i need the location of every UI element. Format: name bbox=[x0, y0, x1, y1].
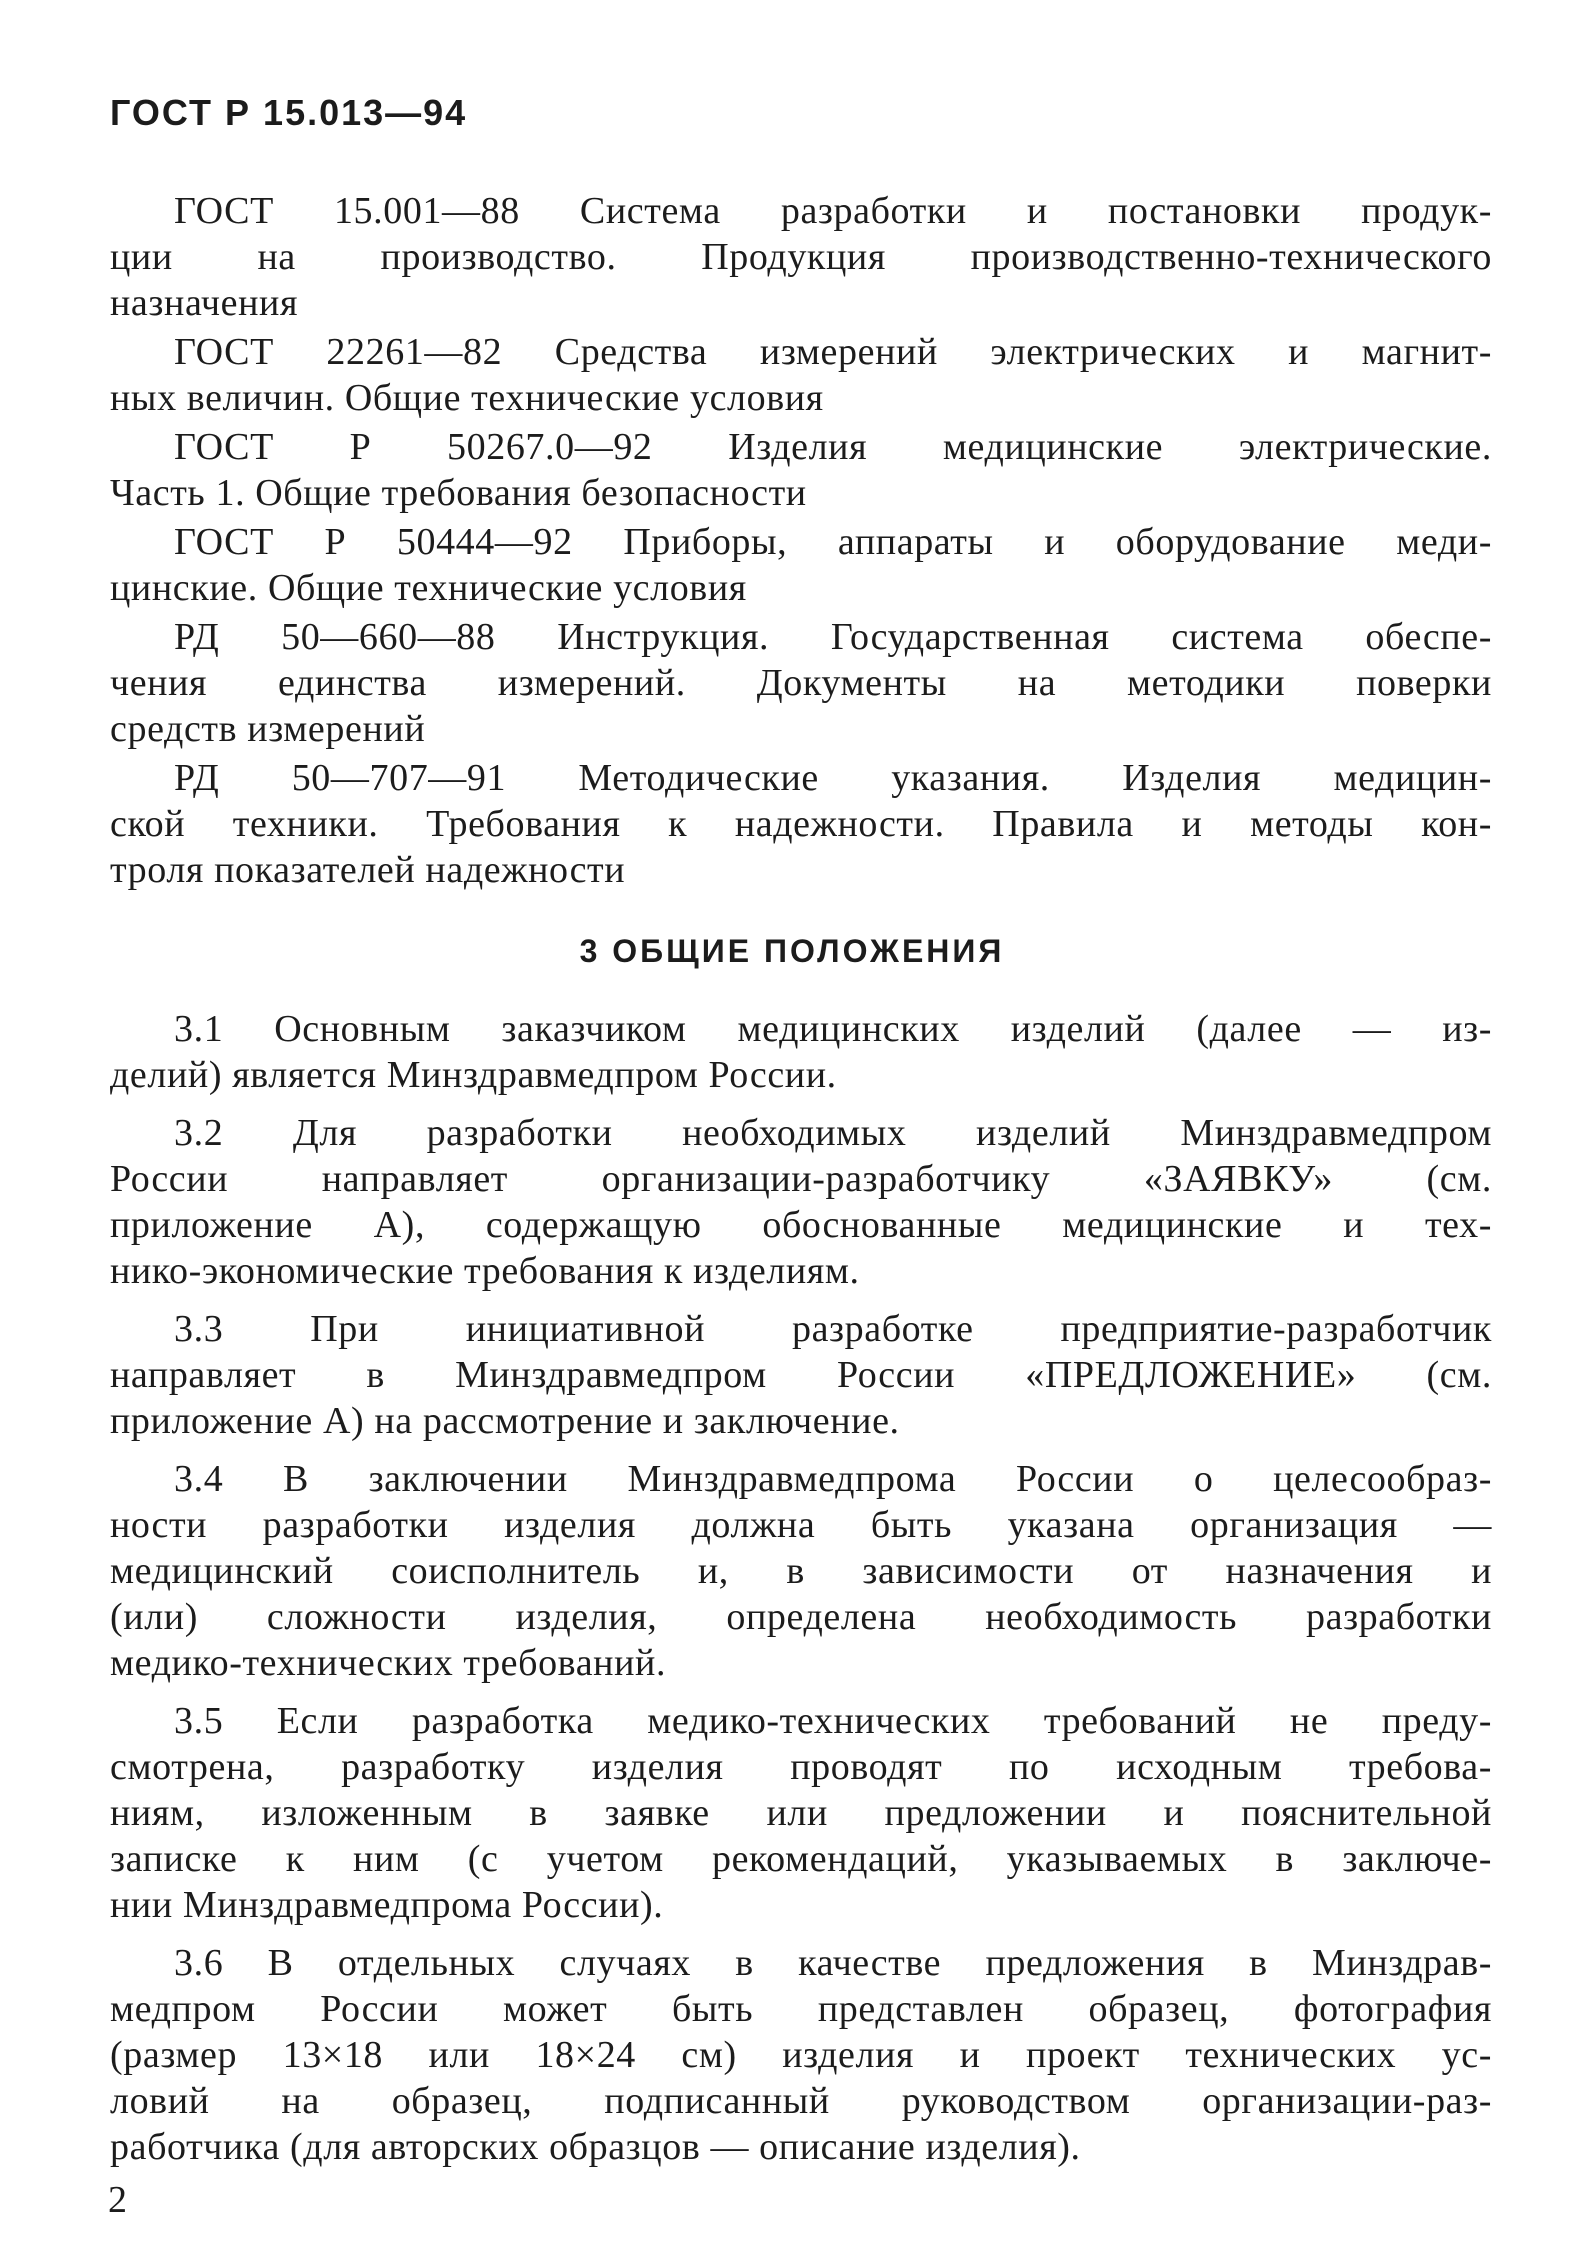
text-line: 3.5 Если разработка медико-технических требований не преду- bbox=[174, 1700, 1492, 1742]
paragraph bbox=[110, 1698, 1492, 1928]
text-line: работчика (для авторских образцов — описание изделия). bbox=[110, 2126, 1081, 2168]
text-line: средств измерений bbox=[110, 708, 426, 750]
section-body bbox=[110, 1006, 1492, 2170]
text-line: ГОСТ Р 50444—92 Приборы, аппараты и оборудование меди- bbox=[174, 521, 1492, 563]
text-line: приложение А), содержащую обоснованные медицинские и тех- bbox=[110, 1204, 1492, 1246]
text-line: РД 50—707—91 Методические указания. Изделия медицин- bbox=[174, 757, 1492, 799]
text-line: Часть 1. Общие требования безопасности bbox=[110, 472, 807, 514]
paragraph bbox=[110, 1940, 1492, 2170]
paragraph bbox=[110, 1110, 1492, 1294]
text-line: ловий на образец, подписанный руководством организации-раз- bbox=[110, 2080, 1492, 2122]
text-line: медпром России может быть представлен образец, фотография bbox=[110, 1988, 1492, 2030]
text-line: России направляет организации-разработчику «ЗАЯВКУ» (см. bbox=[110, 1158, 1492, 1200]
text-line: делий) является Минздравмедпром России. bbox=[110, 1054, 837, 1096]
text-line: 3.1 Основным заказчиком медицинских изделий (далее — из- bbox=[174, 1008, 1492, 1050]
text-line: записке к ним (с учетом рекомендаций, указываемых в заключе- bbox=[110, 1838, 1492, 1880]
text-line: 3.6 В отдельных случаях в качестве предложения в Минздрав- bbox=[174, 1942, 1492, 1984]
text-line: 3.3 При инициативной разработке предприятие-разработчик bbox=[174, 1308, 1492, 1350]
text-line: 3.2 Для разработки необходимых изделий Минздравмедпром bbox=[174, 1112, 1492, 1154]
text-line: ции на производство. Продукция производственно-технического bbox=[110, 236, 1492, 278]
page-number: 2 bbox=[108, 2179, 127, 2221]
section-heading: 3 ОБЩИЕ ПОЛОЖЕНИЯ bbox=[579, 933, 1005, 969]
text-line: ской техники. Требования к надежности. Правила и методы кон- bbox=[110, 803, 1492, 845]
reference-item bbox=[110, 519, 1492, 611]
text-line: ГОСТ 15.001—88 Система разработки и постановки продук- bbox=[174, 190, 1492, 232]
references-list bbox=[110, 188, 1492, 893]
reference-item bbox=[110, 614, 1492, 752]
text-line: (размер 13×18 или 18×24 см) изделия и проект технических ус- bbox=[110, 2034, 1492, 2076]
text-line: смотрена, разработку изделия проводят по исходным требова- bbox=[110, 1746, 1492, 1788]
paragraph bbox=[110, 1006, 1492, 1098]
text-line: чения единства измерений. Документы на методики поверки bbox=[110, 662, 1492, 704]
text-line: медико-технических требований. bbox=[110, 1642, 667, 1684]
text-line: цинские. Общие технические условия bbox=[110, 567, 747, 609]
text-line: нико-экономические требования к изделиям. bbox=[110, 1250, 860, 1292]
text-line: ГОСТ 22261—82 Средства измерений электрических и магнит- bbox=[174, 331, 1492, 373]
text-line: нии Минздравмедпрома России). bbox=[110, 1884, 664, 1926]
text-line: (или) сложности изделия, определена необходимость разработки bbox=[110, 1596, 1492, 1638]
reference-item bbox=[110, 424, 1492, 516]
reference-item bbox=[110, 188, 1492, 326]
text-line: медицинский соисполнитель и, в зависимости от назначения и bbox=[110, 1550, 1492, 1592]
paragraph bbox=[110, 1456, 1492, 1686]
text-line: ГОСТ Р 50267.0—92 Изделия медицинские электрические. bbox=[174, 426, 1492, 468]
text-line: троля показателей надежности bbox=[110, 849, 626, 891]
text-line: ниям, изложенным в заявке или предложении и пояснительной bbox=[110, 1792, 1492, 1834]
reference-item bbox=[110, 755, 1492, 893]
paragraph bbox=[110, 1306, 1492, 1444]
text-line: назначения bbox=[110, 282, 299, 324]
text-line: РД 50—660—88 Инструкция. Государственная система обеспе- bbox=[174, 616, 1492, 658]
standard-header: ГОСТ Р 15.013—94 bbox=[110, 92, 468, 133]
text-line: ности разработки изделия должна быть указана организация — bbox=[110, 1504, 1492, 1546]
text-line: приложение А) на рассмотрение и заключение. bbox=[110, 1400, 900, 1442]
text-line: ных величин. Общие технические условия bbox=[110, 377, 824, 419]
text-line: 3.4 В заключении Минздравмедпрома России о целесообраз- bbox=[174, 1458, 1492, 1500]
reference-item bbox=[110, 329, 1492, 421]
text-line: направляет в Минздравмедпром России «ПРЕДЛОЖЕНИЕ» (см. bbox=[110, 1354, 1492, 1396]
